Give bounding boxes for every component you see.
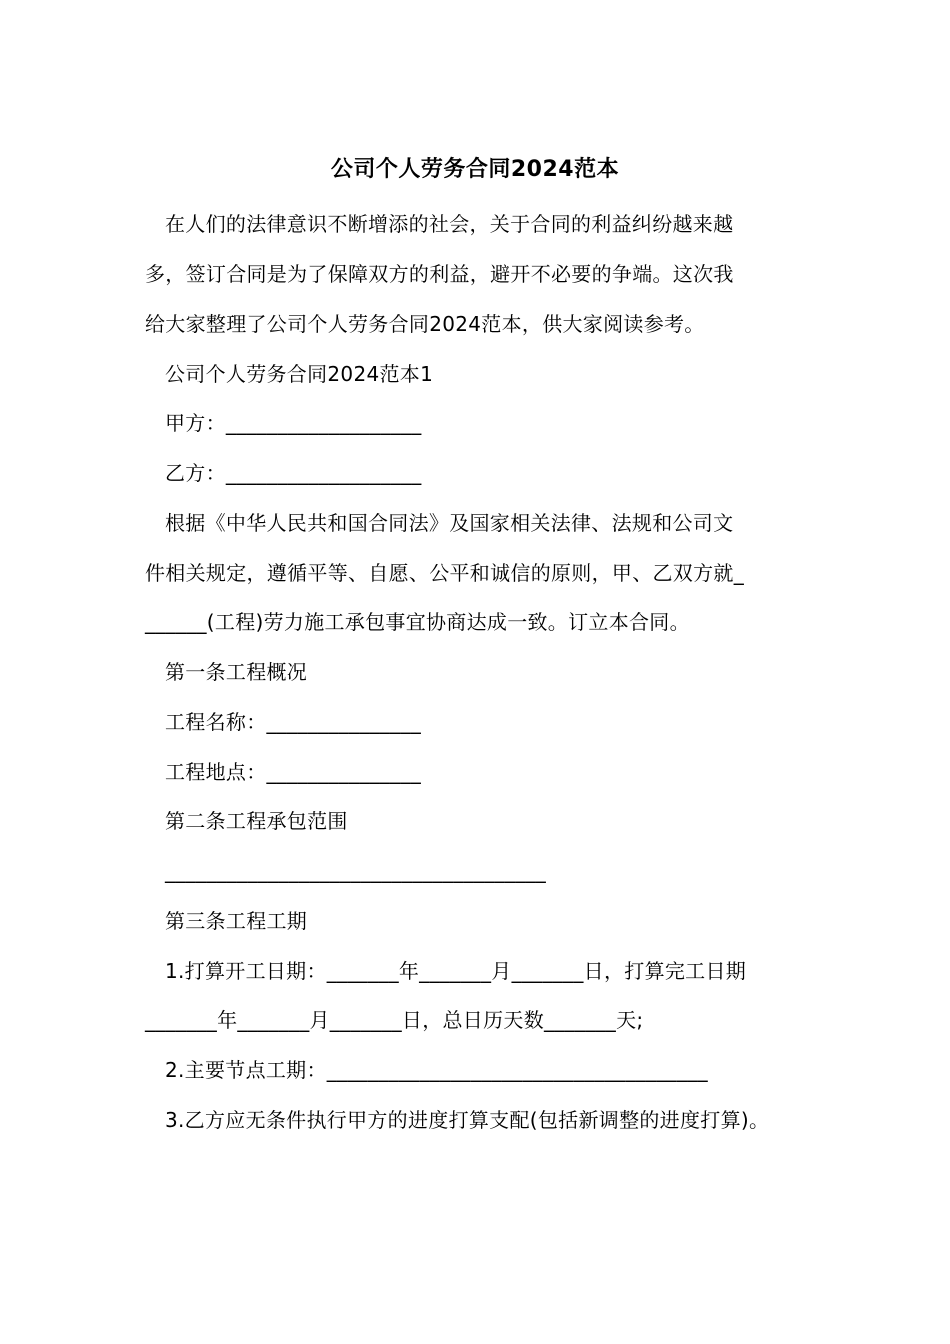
scope-blank-line: _____________________________________: [165, 859, 547, 883]
party-b-field: 乙方：___________________: [165, 461, 422, 485]
party-a-field: 甲方：___________________: [165, 411, 422, 435]
paragraph-line: 3.乙方应无条件执行甲方的进度打算支配(包括新调整的进度打算)。: [165, 1108, 770, 1132]
milestone-field: 2.主要节点工期：_____________________________________: [165, 1058, 708, 1082]
paragraph-line: 件相关规定，遵循平等、自愿、公平和诚信的原则，甲、乙双方就_: [145, 561, 744, 585]
paragraph-line: 多，签订合同是为了保障双方的利益，避开不必要的争端。这次我: [145, 262, 734, 286]
article-heading: 第三条工程工期: [165, 909, 308, 933]
document-title: 公司个人劳务合同2024范本: [330, 157, 620, 182]
project-location-field: 工程地点：_______________: [165, 760, 421, 784]
section-heading: 公司个人劳务合同2024范本1: [165, 362, 434, 386]
project-name-field: 工程名称：_______________: [165, 710, 421, 734]
paragraph-line: 在人们的法律意识不断增添的社会，关于合同的利益纠纷越来越: [165, 212, 734, 236]
schedule-line: 1.打算开工日期：_______年_______月_______日，打算完工日期: [165, 959, 747, 983]
article-heading: 第一条工程概况: [165, 660, 308, 684]
article-heading: 第二条工程承包范围: [165, 809, 348, 833]
paragraph-line: ______(工程)劳力施工承包事宜协商达成一致。订立本合同。: [145, 610, 690, 634]
paragraph-line: 根据《中华人民共和国合同法》及国家相关法律、法规和公司文: [165, 511, 734, 535]
paragraph-line: 给大家整理了公司个人劳务合同2024范本，供大家阅读参考。: [145, 312, 705, 336]
schedule-line: _______年_______月_______日，总日历天数_______天;: [145, 1008, 644, 1032]
